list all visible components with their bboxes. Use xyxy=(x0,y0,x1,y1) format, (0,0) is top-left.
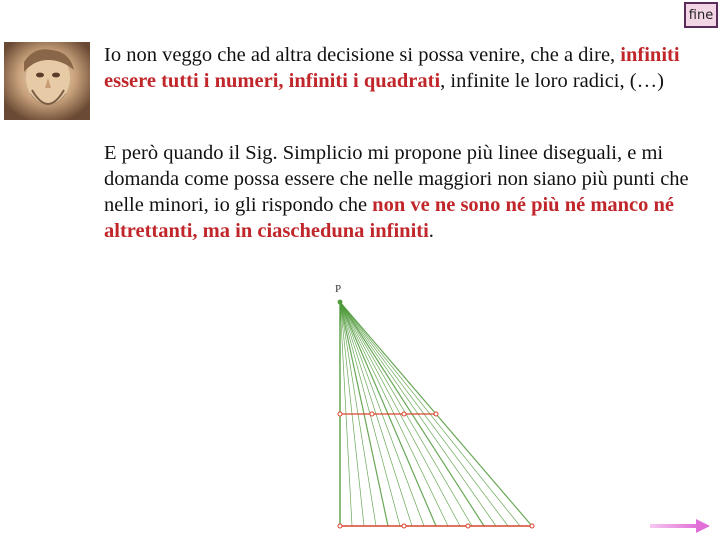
quote-highlight: non ve ne sono né più né manco né altrettanti, ma in ciascheduna infiniti xyxy=(104,194,675,242)
quote-text: , infinite le loro radici, (…) xyxy=(440,70,664,92)
quote-highlight: infiniti essere tutti i numeri, infiniti i quadrati xyxy=(104,44,680,92)
portrait-image xyxy=(4,42,90,120)
segment-point xyxy=(434,412,438,416)
segment-point xyxy=(530,524,534,528)
projection-diagram xyxy=(320,278,550,540)
quote-text: Io non veggo che ad altra decisione si possa venire, che a dire, xyxy=(104,44,621,66)
segment-point xyxy=(402,412,406,416)
quote-paragraph-1 xyxy=(104,42,716,94)
arrow-right-icon xyxy=(650,516,712,536)
fine-button[interactable]: fine xyxy=(684,2,718,28)
quote-text: E però quando il Sig. Simplicio mi propone più linee diseguali, e mi domanda come possa essere che nelle maggiori non siano più punti che nelle minori, io gli rispondo che xyxy=(104,142,689,216)
segment-point xyxy=(402,524,406,528)
apex-label: P xyxy=(335,283,342,295)
next-slide-arrow[interactable] xyxy=(650,516,712,536)
quote-text: . xyxy=(428,220,434,242)
segment-point xyxy=(338,412,342,416)
quote-paragraph-2 xyxy=(104,140,716,244)
segment-point xyxy=(466,524,470,528)
segment-point xyxy=(370,412,374,416)
segment-point xyxy=(338,524,342,528)
apex-point xyxy=(338,300,343,305)
